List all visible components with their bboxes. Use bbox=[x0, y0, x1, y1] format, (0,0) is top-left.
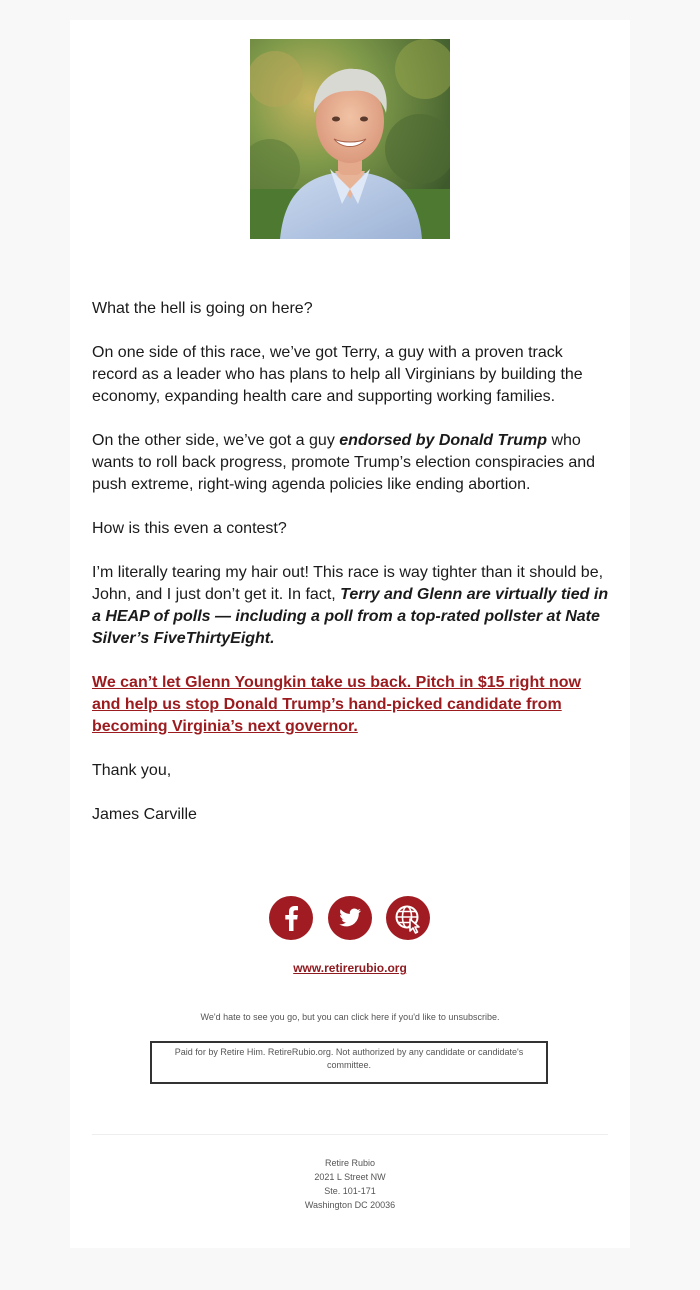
paragraph-polls-text: I’m literally tearing my hair out! This race is way tighter than it should be, John, and I just don’t get it. In fact, bbox=[92, 564, 604, 603]
paragraph-opening: What the hell is going on here? bbox=[92, 300, 313, 317]
signature: James Carville bbox=[92, 806, 197, 823]
website-link[interactable] bbox=[386, 896, 430, 940]
address-org: Retire Rubio bbox=[324, 1158, 376, 1168]
mailing-address bbox=[70, 1156, 630, 1212]
paid-for-disclaimer: Paid for by Retire Him. RetireRubio.org. Not authorized by any candidate or candidate's committee. bbox=[150, 1041, 548, 1084]
website-url-link[interactable]: www.retirerubio.org bbox=[293, 961, 407, 975]
paragraph-other-side-rest: who wants to roll back progress, promote Trump’s election conspiracies and push extreme, right-wing agenda policies like ending abortion. bbox=[92, 432, 596, 493]
paragraph-other-side bbox=[92, 430, 610, 496]
candidate-photo bbox=[250, 39, 450, 239]
portrait-image bbox=[250, 39, 450, 239]
donate-cta-link[interactable]: We can’t let Glenn Youngkin take us back. Pitch in $15 right now and help us stop Donald Trump’s hand-picked candidate from becoming Virginia’s next governor. bbox=[92, 674, 581, 735]
unsubscribe-text[interactable]: We'd hate to see you go, but you can click here if you'd like to unsubscribe. bbox=[200, 1012, 500, 1022]
paragraph-other-side-text: On the other side, we’ve got a guy bbox=[92, 432, 340, 449]
paragraph-terry: On one side of this race, we’ve got Terry, a guy with a proven track record as a leader who has plans to help all Virginians by building the economy, expanding health care and supporting working families. bbox=[92, 344, 583, 405]
thanks-text: Thank you, bbox=[92, 762, 172, 779]
paragraph-contest: How is this even a contest? bbox=[92, 520, 287, 537]
website-icon bbox=[386, 896, 430, 940]
email-card bbox=[70, 20, 630, 1248]
social-links bbox=[269, 896, 431, 942]
footer-divider bbox=[92, 1134, 608, 1135]
twitter-icon bbox=[328, 896, 372, 940]
address-street: 2021 L Street NW bbox=[314, 1172, 386, 1182]
address-suite: Ste. 101-171 bbox=[324, 1186, 376, 1196]
facebook-icon bbox=[269, 896, 313, 940]
cta-paragraph bbox=[92, 672, 610, 738]
trump-endorsement-emphasis: endorsed by Donald Trump bbox=[339, 432, 547, 449]
twitter-link[interactable] bbox=[328, 896, 372, 940]
message-body bbox=[92, 298, 610, 826]
paragraph-polls bbox=[92, 562, 610, 650]
polls-emphasis: Terry and Glenn are virtually tied in a HEAP of polls — including a poll from a top-rated pollster at Nate Silver’s FiveThirtyEight. bbox=[92, 586, 609, 647]
address-city: Washington DC 20036 bbox=[304, 1200, 396, 1210]
facebook-link[interactable] bbox=[269, 896, 313, 940]
